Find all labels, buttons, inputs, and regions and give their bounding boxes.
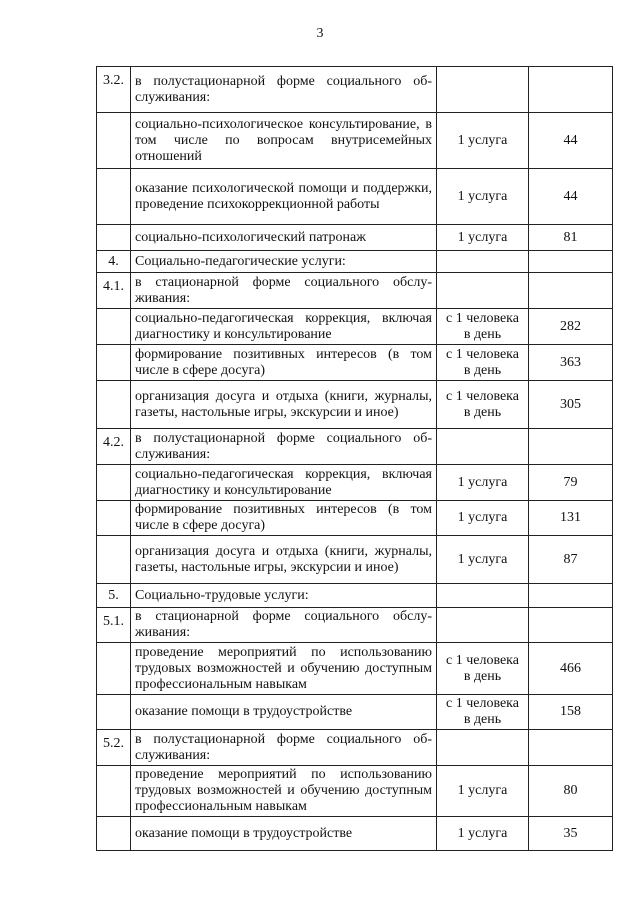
row-number-cell [97,465,131,501]
unit-cell [437,251,529,273]
unit-cell: 1 услуга [437,465,529,501]
unit-cell [437,608,529,643]
value-cell: 44 [529,113,613,169]
value-cell: 44 [529,169,613,225]
table-row [97,730,613,766]
value-cell [529,273,613,309]
table-row [97,345,613,381]
service-description-cell: Социально-педагогические услуги: [131,251,437,273]
row-number-cell: 5.2. [97,730,131,766]
value-cell: 158 [529,695,613,730]
service-description-cell: в стационарной форме социального обслуживания: [131,608,437,643]
row-number-cell [97,225,131,251]
row-number-cell: 4.2. [97,429,131,465]
unit-cell: 1 услуга [437,501,529,536]
value-cell: 87 [529,536,613,584]
unit-cell [437,730,529,766]
table-row [97,465,613,501]
unit-cell [437,273,529,309]
row-number-cell: 5.1. [97,608,131,643]
service-description-cell: оказание психологической помощи и поддержки, проведение психокоррекционной работы [131,169,437,225]
service-description-cell: в полустационарной форме социального обслуживания: [131,67,437,113]
row-number-cell [97,501,131,536]
page-number: 3 [316,26,324,41]
service-description-cell: в стационарной форме социального обслуживания: [131,273,437,309]
value-cell: 466 [529,643,613,695]
row-number-cell: 5. [97,584,131,608]
unit-cell: 1 услуга [437,225,529,251]
service-description-cell: в полустационарной форме социального обслуживания: [131,429,437,465]
row-number-cell [97,643,131,695]
service-description-cell: социально-педагогическая коррекция, включая диагностику и консультирование [131,465,437,501]
service-description-cell: организация досуга и отдыха (книги, журналы, газеты, настольные игры, экскурсии и иное) [131,381,437,429]
service-description-cell: в полустационарной форме социального обслуживания: [131,730,437,766]
table-row [97,67,613,113]
service-description-cell: социально-психологическое консультирование, в том числе по вопросам внутрисемейных отношений [131,113,437,169]
unit-cell [437,67,529,113]
value-cell [529,251,613,273]
service-description-cell: формирование позитивных интересов (в том числе в сфере досуга) [131,501,437,536]
unit-cell: 1 услуга [437,817,529,851]
service-description-cell: проведение мероприятий по использованию трудовых возможностей и обучению доступным профессиональным навыкам [131,766,437,817]
row-number-cell [97,169,131,225]
row-number-cell: 3.2. [97,67,131,113]
table-row [97,817,613,851]
unit-cell: с 1 человека в день [437,643,529,695]
value-cell: 79 [529,465,613,501]
unit-cell: с 1 человека в день [437,381,529,429]
row-number-cell [97,817,131,851]
service-description-cell: организация досуга и отдыха (книги, журналы, газеты, настольные игры, экскурсии и иное) [131,536,437,584]
table-row [97,643,613,695]
table-row [97,273,613,309]
row-number-cell [97,695,131,730]
value-cell: 131 [529,501,613,536]
table-row [97,766,613,817]
row-number-cell: 4.1. [97,273,131,309]
unit-cell: с 1 человека в день [437,309,529,345]
services-table [96,66,613,851]
services-table-body [97,67,613,851]
service-description-cell: проведение мероприятий по использованию трудовых возможностей и обучению доступным профессиональным навыкам [131,643,437,695]
unit-cell: с 1 человека в день [437,345,529,381]
service-description-cell: оказание помощи в трудоустройстве [131,695,437,730]
table-row [97,169,613,225]
unit-cell: 1 услуга [437,113,529,169]
table-row [97,113,613,169]
value-cell [529,730,613,766]
table-row [97,501,613,536]
row-number-cell [97,381,131,429]
table-row [97,225,613,251]
unit-cell: с 1 человека в день [437,695,529,730]
service-description-cell: оказание помощи в трудоустройстве [131,817,437,851]
unit-cell: 1 услуга [437,169,529,225]
service-description-cell: Социально-трудовые услуги: [131,584,437,608]
unit-cell: 1 услуга [437,536,529,584]
value-cell: 80 [529,766,613,817]
table-row [97,536,613,584]
row-number-cell [97,345,131,381]
value-cell [529,429,613,465]
row-number-cell [97,766,131,817]
unit-cell: 1 услуга [437,766,529,817]
service-description-cell: социально-психологический патронаж [131,225,437,251]
value-cell: 35 [529,817,613,851]
table-row [97,309,613,345]
row-number-cell [97,309,131,345]
table-row [97,584,613,608]
row-number-cell [97,536,131,584]
table-row [97,608,613,643]
row-number-cell [97,113,131,169]
row-number-cell: 4. [97,251,131,273]
value-cell [529,584,613,608]
value-cell: 363 [529,345,613,381]
table-row [97,695,613,730]
service-description-cell: формирование позитивных интересов (в том числе в сфере досуга) [131,345,437,381]
value-cell: 282 [529,309,613,345]
value-cell [529,608,613,643]
value-cell [529,67,613,113]
value-cell: 81 [529,225,613,251]
value-cell: 305 [529,381,613,429]
table-row [97,429,613,465]
unit-cell [437,584,529,608]
table-row [97,251,613,273]
table-row [97,381,613,429]
service-description-cell: социально-педагогическая коррекция, включая диагностику и консультирование [131,309,437,345]
unit-cell [437,429,529,465]
